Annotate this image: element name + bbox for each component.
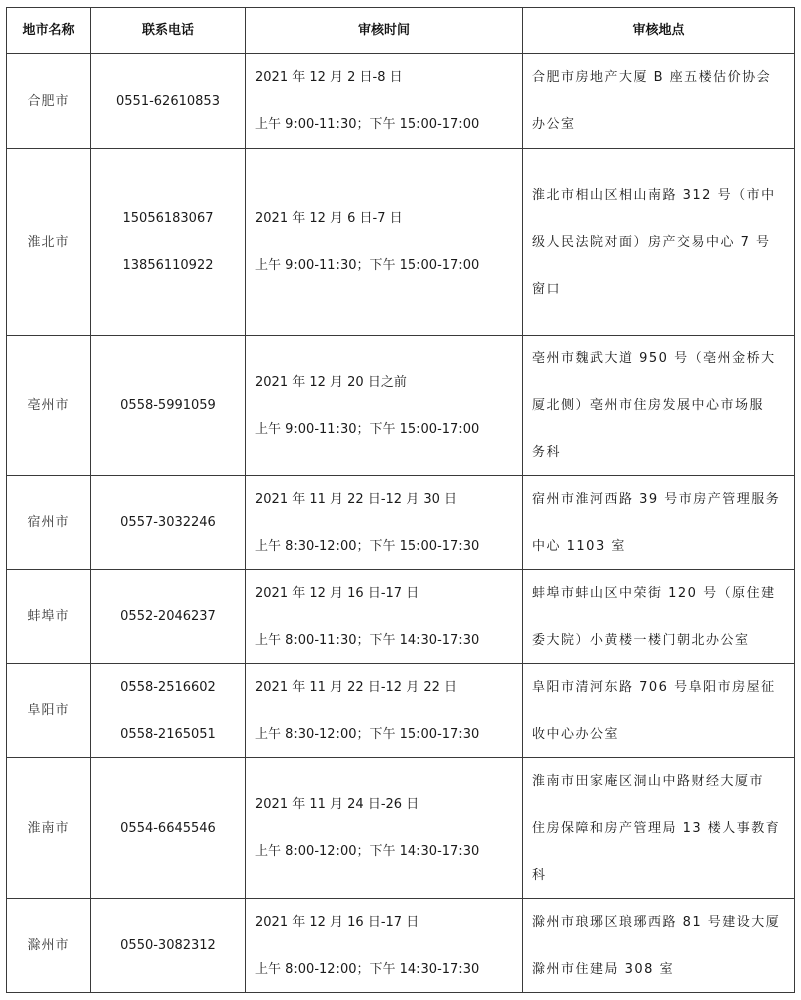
place-line: 淮南市田家庵区洞山中路财经大厦市 (532, 773, 765, 789)
audit-date: 2021 年 12 月 16 日-17 日 (255, 585, 420, 601)
place-lines (523, 582, 794, 652)
phone-list (91, 605, 245, 628)
place-lines (523, 676, 794, 746)
audit-date: 2021 年 12 月 2 日-8 日 (255, 70, 403, 85)
place-line: 阜阳市清河东路 706 号阜阳市房屋征 (532, 679, 776, 695)
phone-list (91, 676, 245, 746)
place-cell (523, 476, 795, 570)
place-cell (523, 149, 795, 336)
table-row (7, 476, 795, 570)
phone-cell (91, 476, 246, 570)
time-cell (246, 149, 523, 336)
place-lines (523, 66, 794, 136)
place-line: 办公室 (532, 117, 576, 132)
city-cell (7, 149, 91, 336)
city-cell (7, 54, 91, 149)
audit-schedule-table (6, 7, 795, 993)
city-name: 亳州市 (27, 398, 70, 413)
table-header-row (7, 8, 795, 54)
phone-list (91, 90, 245, 113)
place-line: 级人民法院对面）房产交易中心 7 号 (532, 234, 771, 250)
city-name: 淮南市 (27, 820, 70, 836)
place-lines (523, 347, 794, 464)
table-row (7, 54, 795, 149)
city-name: 阜阳市 (27, 703, 70, 718)
audit-hours: 上午 9:00-11:30；下午 15:00-17:00 (255, 421, 480, 437)
phone-cell (91, 899, 246, 993)
city-name: 淮北市 (27, 234, 70, 250)
time-cell (246, 899, 523, 993)
place-line: 滁州市住建局 308 室 (532, 961, 675, 977)
audit-date: 2021 年 11 月 24 日-26 日 (255, 797, 420, 812)
audit-hours: 上午 8:00-11:30；下午 14:30-17:30 (255, 632, 480, 648)
phone-number: 0558-2516602 (120, 679, 216, 695)
phone-number: 0554-6645546 (120, 820, 216, 836)
city-cell (7, 899, 91, 993)
time-cell (246, 758, 523, 899)
place-cell (523, 54, 795, 149)
place-line: 亳州市魏武大道 950 号（亳州金桥大 (532, 351, 776, 366)
place-line: 淮北市相山区相山南路 312 号（市中 (532, 187, 776, 203)
audit-hours: 上午 8:30-12:00；下午 15:00-17:30 (255, 538, 480, 554)
place-line: 蚌埠市蚌山区中荣街 120 号（原住建 (532, 585, 776, 601)
city-name: 合肥市 (27, 93, 70, 109)
phone-cell (91, 570, 246, 664)
phone-cell (91, 54, 246, 149)
audit-hours: 上午 8:00-12:00；下午 14:30-17:30 (255, 844, 480, 859)
phone-number: 0552-2046237 (120, 609, 216, 624)
phone-list (91, 934, 245, 957)
time-cell (246, 570, 523, 664)
audit-date: 2021 年 11 月 22 日-12 月 22 日 (255, 679, 458, 695)
city-cell (7, 476, 91, 570)
place-line: 委大院）小黄楼一楼门朝北办公室 (532, 632, 750, 648)
header-time: 审核时间 (246, 8, 523, 54)
table-row (7, 149, 795, 336)
place-line: 合肥市房地产大厦 B 座五楼估价协会 (532, 70, 772, 85)
audit-hours: 上午 8:00-12:00；下午 14:30-17:30 (255, 961, 480, 977)
phone-list (91, 394, 245, 417)
place-line: 中心 1103 室 (532, 538, 626, 554)
place-lines (523, 911, 794, 981)
phone-list (91, 207, 245, 277)
city-cell (7, 758, 91, 899)
audit-hours: 上午 9:00-11:30；下午 15:00-17:00 (255, 258, 480, 273)
phone-number: 0558-5991059 (120, 398, 216, 413)
phone-cell (91, 664, 246, 758)
time-cell (246, 476, 523, 570)
audit-date: 2021 年 11 月 22 日-12 月 30 日 (255, 491, 458, 507)
city-name: 宿州市 (27, 515, 70, 530)
place-cell (523, 899, 795, 993)
phone-number: 0550-3082312 (120, 938, 216, 953)
time-cell (246, 336, 523, 476)
time-cell (246, 54, 523, 149)
place-lines (523, 184, 794, 301)
place-line: 住房保障和房产管理局 13 楼人事教育 (532, 820, 781, 836)
phone-number: 13856110922 (122, 258, 214, 273)
place-lines (523, 488, 794, 558)
phone-number: 15056183067 (122, 211, 214, 226)
phone-number: 0557-3032246 (120, 515, 216, 530)
place-cell (523, 664, 795, 758)
header-city: 地市名称 (7, 8, 91, 54)
header-phone: 联系电话 (91, 8, 246, 54)
place-line: 务科 (532, 445, 562, 460)
table-row (7, 336, 795, 476)
table-row (7, 570, 795, 664)
phone-list (91, 511, 245, 534)
place-line: 收中心办公室 (532, 726, 620, 742)
table-row (7, 664, 795, 758)
city-cell (7, 336, 91, 476)
phone-cell (91, 149, 246, 336)
place-cell (523, 570, 795, 664)
audit-date: 2021 年 12 月 16 日-17 日 (255, 914, 420, 930)
phone-number: 0558-2165051 (120, 726, 216, 742)
phone-list (91, 817, 245, 840)
place-cell (523, 336, 795, 476)
city-cell (7, 664, 91, 758)
city-name: 蚌埠市 (27, 609, 70, 624)
audit-date: 2021 年 12 月 20 日之前 (255, 374, 407, 390)
place-line: 厦北侧）亳州市住房发展中心市场服 (532, 398, 765, 413)
phone-cell (91, 336, 246, 476)
place-line: 窗口 (532, 281, 562, 297)
phone-cell (91, 758, 246, 899)
city-name: 滁州市 (27, 938, 70, 953)
audit-hours: 上午 9:00-11:30；下午 15:00-17:00 (255, 117, 480, 132)
place-cell (523, 758, 795, 899)
audit-hours: 上午 8:30-12:00；下午 15:00-17:30 (255, 726, 480, 742)
audit-date: 2021 年 12 月 6 日-7 日 (255, 211, 403, 226)
place-line: 科 (532, 867, 547, 883)
place-lines (523, 770, 794, 887)
city-cell (7, 570, 91, 664)
place-line: 宿州市淮河西路 39 号市房产管理服务 (532, 491, 781, 507)
phone-number: 0551-62610853 (116, 93, 220, 109)
table-row (7, 758, 795, 899)
place-line: 滁州市琅琊区琅琊西路 81 号建设大厦 (532, 914, 781, 930)
header-place: 审核地点 (523, 8, 795, 54)
time-cell (246, 664, 523, 758)
table-row (7, 899, 795, 993)
table-body (7, 54, 795, 993)
